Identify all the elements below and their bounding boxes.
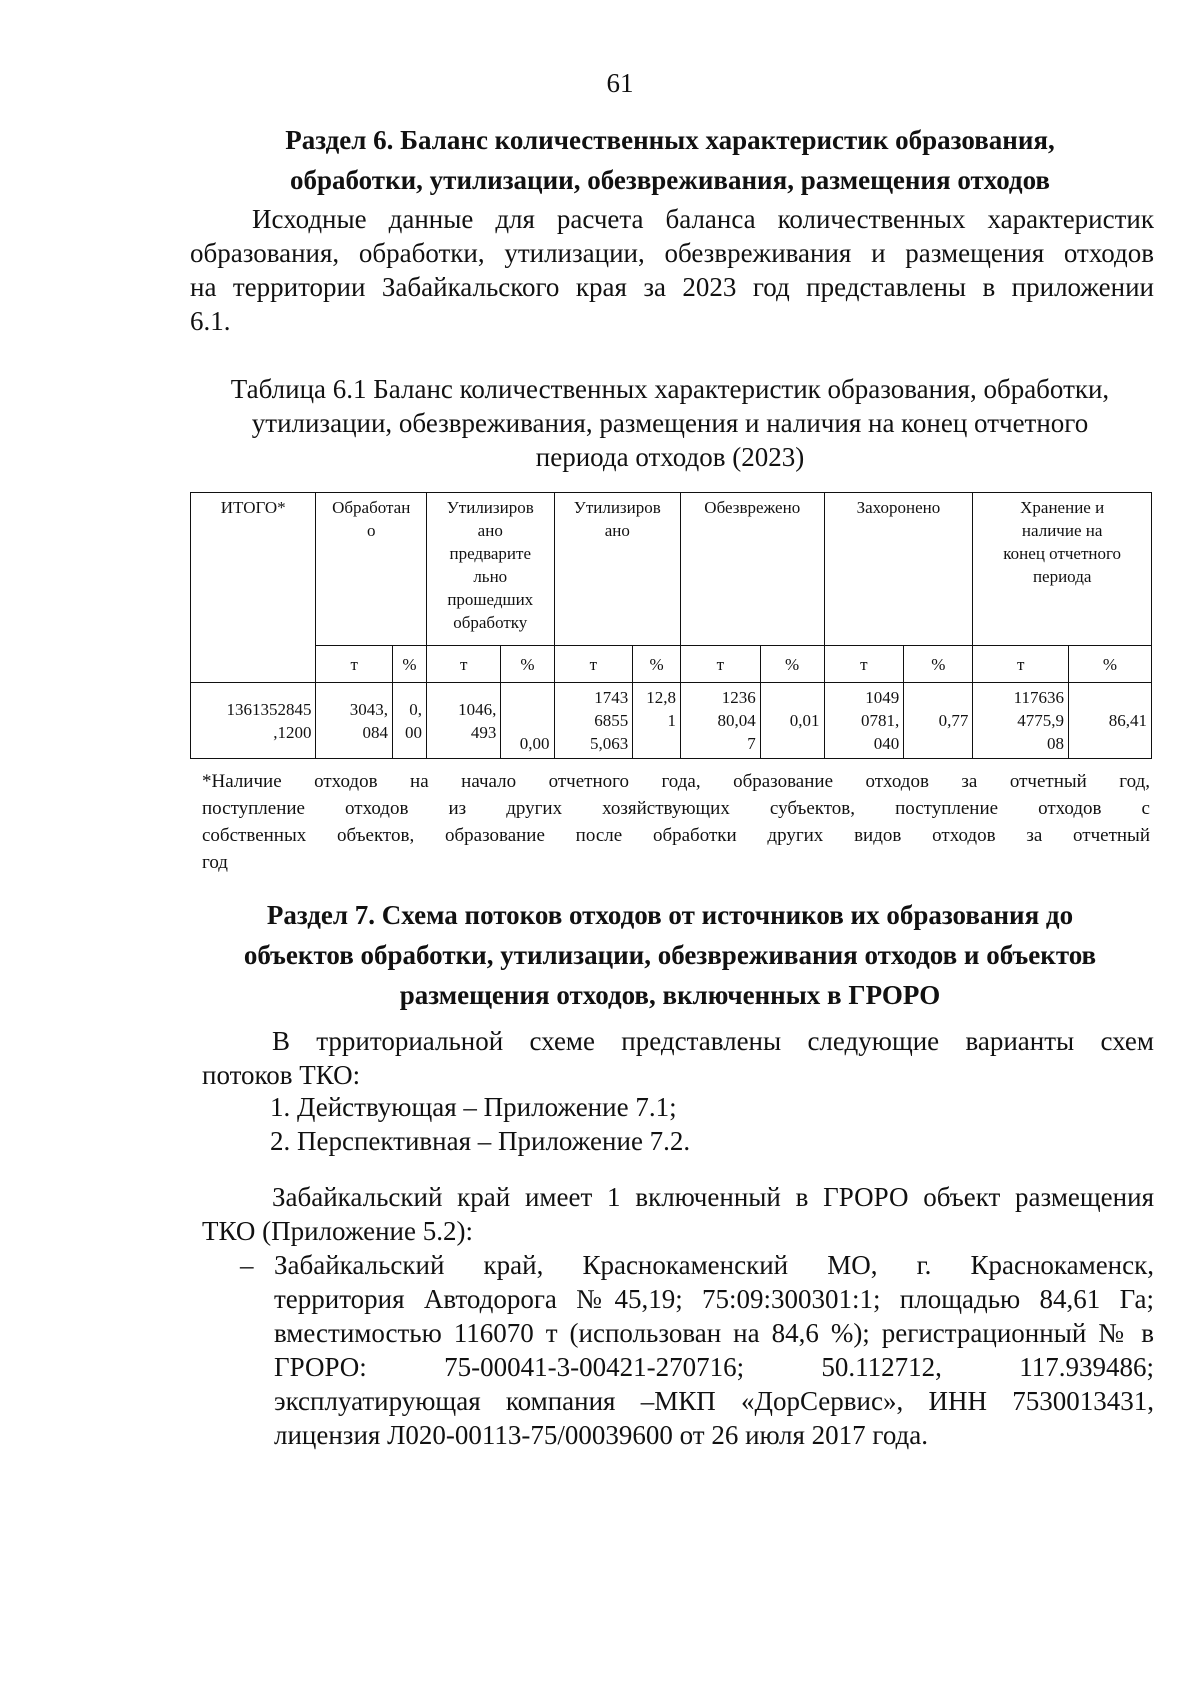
footnote-line: *Наличие отходов на начало отчетного года, образование отходов за отчетный год, [202,771,1150,792]
value-cell: 1236 80,04 7 [681,683,761,759]
value-cell: 0,00 [501,683,554,759]
header-utilized-after-processing: Утилизиров ано предварите льно прошедших обработку [426,493,554,646]
heading-line: размещения отходов, включенных в ГРОРО [399,980,941,1010]
value-cell-total: 1361352845 ,1200 [191,683,316,759]
unit-cell: т [824,646,904,683]
unit-cell: % [501,646,554,683]
text-line: Забайкальский край, Краснокаменский МО, г. Краснокаменск, [274,1250,1154,1280]
page-number: 61 [606,68,634,98]
section6-heading [190,120,1150,200]
unit-cell: т [681,646,761,683]
header-total: ИТОГО* [191,493,316,683]
unit-cell: т [426,646,500,683]
caption-line: Таблица 6.1 Баланс количественных характеристик образования, обработки, [230,374,1110,404]
section7-intro [202,1024,1154,1092]
unit-cell: % [1069,646,1152,683]
text-line: на территории Забайкальского края за 2023 год представлены в приложении [190,272,1154,302]
unit-cell: % [904,646,973,683]
value-cell: 86,41 [1069,683,1152,759]
text-line: вместимостью 116070 т (использован на 84,6 %); регистрационный № в [274,1318,1154,1348]
text-line: В трриториальной схеме представлены следующие варианты схем [272,1026,1154,1056]
section6-intro [190,202,1154,338]
text-line: эксплуатирующая компания –МКП «ДорСервис», ИНН 7530013431, [274,1386,1154,1416]
heading-line: Раздел 7. Схема потоков отходов от источников их образования до [266,900,1074,930]
footnote-line: поступление отходов из других хозяйствующих субъектов, поступление отходов с [202,798,1150,819]
footnote-line: год [202,852,228,873]
caption-line: периода отходов (2023) [535,442,805,472]
footnote-line: собственных объектов, образование после обработки других видов отходов за отчетный [202,825,1150,846]
value-cell: 3043, 084 [316,683,393,759]
header-utilized: Утилизиров ано [554,493,680,646]
value-cell: 1743 6855 5,063 [554,683,633,759]
header-processed: Обработан о [316,493,427,646]
text-line: Забайкальский край имеет 1 включенный в ГРОРО объект размещения [272,1182,1154,1212]
caption-line: утилизации, обезвреживания, размещения и наличия на конец отчетного [251,408,1089,438]
unit-cell: т [973,646,1069,683]
text-line: лицензия Л020-00113-75/00039600 от 26 июля 2017 года. [274,1420,929,1450]
text-line: Исходные данные для расчета баланса количественных характеристик [252,204,1154,234]
unit-cell: т [554,646,633,683]
value-cell: 117636 4775,9 08 [973,683,1069,759]
unit-cell: % [392,646,426,683]
text-line: потоков ТКО: [202,1060,361,1090]
list-item: 1. Действующая – Приложение 7.1; [270,1092,677,1122]
value-cell: 0,01 [760,683,824,759]
value-cell: 0, 00 [392,683,426,759]
object-intro [202,1180,1154,1248]
unit-cell: % [633,646,681,683]
heading-line: обработки, утилизации, обезвреживания, размещения отходов [290,165,1050,195]
text-line: 6.1. [190,306,231,336]
heading-line: Раздел 6. Баланс количественных характеристик образования, [285,125,1055,155]
text-line: ТКО (Приложение 5.2): [202,1216,473,1246]
value-cell: 12,8 1 [633,683,681,759]
list-dash: – [240,1250,254,1280]
value-cell: 1046, 493 [426,683,500,759]
scheme-list [270,1090,690,1158]
unit-cell: % [760,646,824,683]
object-text [274,1248,1154,1452]
value-cell: 1049 0781, 040 [824,683,904,759]
section7-heading [190,895,1150,1015]
text-line: образования, обработки, утилизации, обезвреживания и размещения отходов [190,238,1154,268]
balance-table [190,492,1152,759]
value-cell: 0,77 [904,683,973,759]
unit-cell: т [316,646,393,683]
text-line: территория Автодорога №45,19; 75:09:300301:1; площадью 84,61 Га; [274,1284,1154,1314]
header-storage: Хранение и наличие на конец отчетного периода [973,493,1152,646]
heading-line: объектов обработки, утилизации, обезвреживания отходов и объектов [243,940,1097,970]
table-caption [190,372,1150,474]
table-footnote [202,768,1150,876]
header-buried: Захоронено [824,493,973,646]
list-item: 2. Перспективная – Приложение 7.2. [270,1126,691,1156]
header-neutralized: Обезврежено [681,493,825,646]
text-line: ГРОРО: 75-00041-3-00421-270716; 50.112712, 117.939486; [274,1352,1154,1382]
